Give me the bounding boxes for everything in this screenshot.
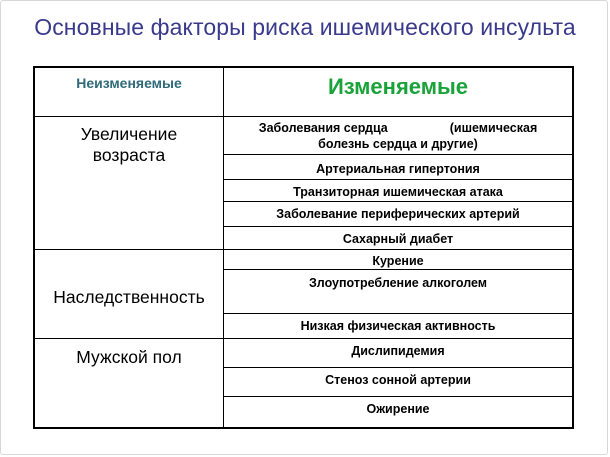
slide-title: Основные факторы риска ишемического инсульта bbox=[34, 14, 576, 40]
row-divider bbox=[224, 396, 572, 397]
factor-tia: Транзиторная ишемическая атака bbox=[293, 185, 503, 199]
factor-age bbox=[35, 124, 223, 166]
factor-peripheral-artery-disease: Заболевание периферических артерий bbox=[276, 207, 520, 221]
left-group-divider bbox=[35, 249, 223, 250]
row-divider bbox=[224, 201, 572, 202]
factor-age-line-1: Увеличение bbox=[80, 124, 178, 144]
row-divider bbox=[224, 269, 572, 270]
header-divider bbox=[35, 116, 572, 117]
factor-diabetes: Сахарный диабет bbox=[342, 232, 454, 246]
header-modifiable: Изменяемые bbox=[327, 74, 469, 99]
factor-heart-disease bbox=[224, 120, 572, 152]
factor-heart-disease-line-2: болезнь сердца и другие) bbox=[318, 137, 478, 151]
factor-obesity: Ожирение bbox=[366, 402, 430, 416]
row-divider bbox=[224, 179, 572, 180]
row-divider bbox=[224, 154, 572, 155]
row-divider bbox=[224, 338, 572, 339]
factor-dyslipidemia: Дислипидемия bbox=[351, 344, 445, 358]
factor-smoking: Курение bbox=[372, 254, 424, 268]
factor-heart-disease-part-2: (ишемическая bbox=[449, 121, 538, 135]
factor-male-sex: Мужской пол bbox=[76, 347, 182, 367]
factor-hypertension: Артериальная гипертония bbox=[316, 162, 480, 176]
factor-alcohol-abuse: Злоупотребление алкоголем bbox=[308, 276, 488, 290]
factor-low-physical-activity: Низкая физическая активность bbox=[300, 319, 496, 333]
row-divider bbox=[224, 249, 572, 250]
factor-heart-disease-part-1: Заболевания сердца bbox=[258, 121, 388, 135]
risk-factors-table bbox=[33, 66, 574, 429]
header-unmodifiable: Неизменяемые bbox=[76, 75, 182, 91]
factor-carotid-stenosis: Стеноз сонной артерии bbox=[325, 373, 471, 387]
row-divider bbox=[224, 226, 572, 227]
factor-heredity: Наследственность bbox=[53, 287, 205, 307]
row-divider bbox=[224, 367, 572, 368]
row-divider bbox=[224, 313, 572, 314]
left-group-divider bbox=[35, 338, 223, 339]
factor-age-line-2: возраста bbox=[92, 145, 166, 165]
factor-heart-disease-line-1 bbox=[224, 120, 572, 136]
